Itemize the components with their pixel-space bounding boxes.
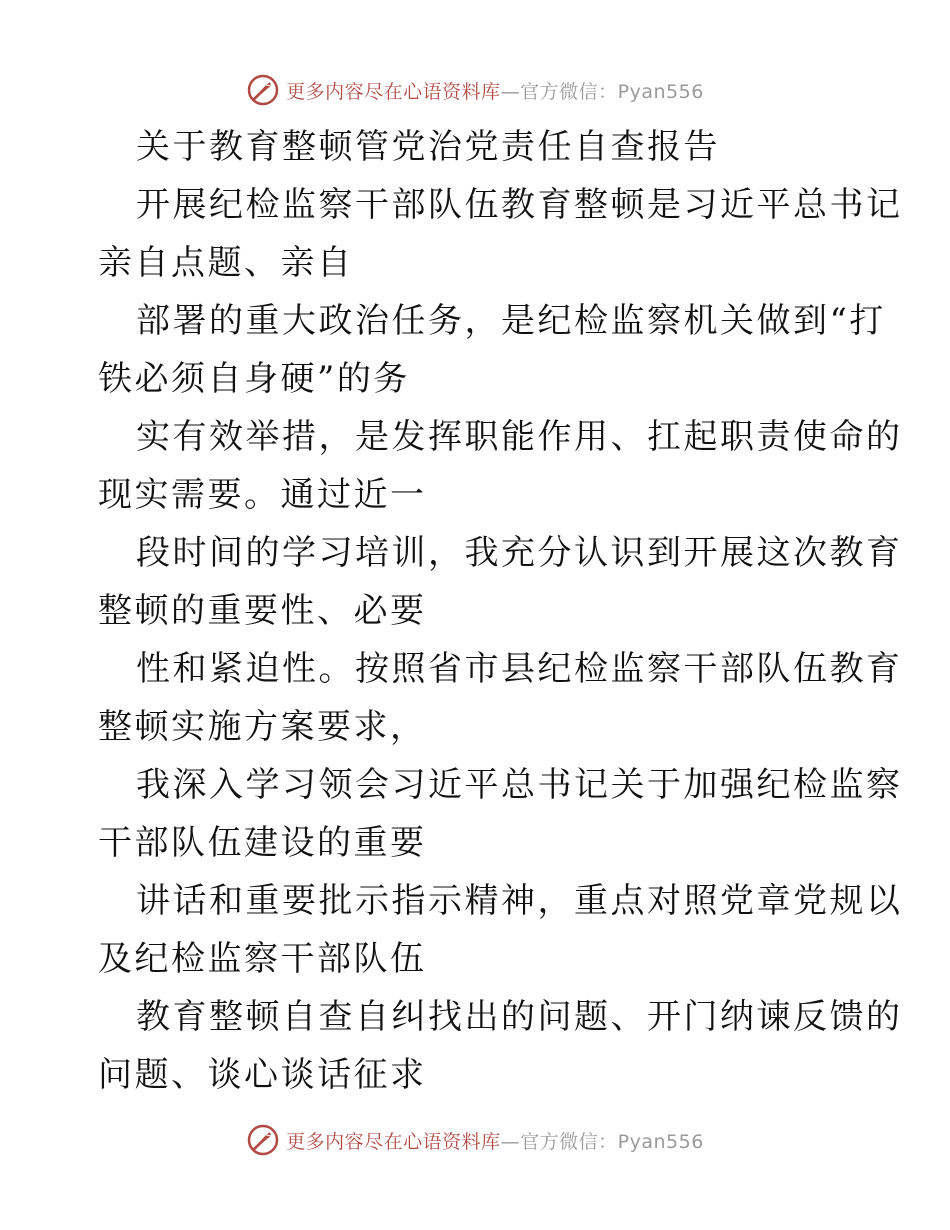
watermark-header bbox=[0, 70, 950, 110]
text-line: 整顿的重要性、必要 bbox=[98, 591, 427, 631]
text-line: 铁必须自身硬”的务 bbox=[98, 359, 410, 399]
text-line: 讲话和重要批示指示精神，重点对照党章党规以 bbox=[136, 881, 903, 921]
text-line: 性和紧迫性。按照省市县纪检监察干部队伍教育 bbox=[136, 649, 903, 689]
watermark-contact: —官方微信：Pyan556 bbox=[500, 1130, 704, 1153]
watermark-contact: —官方微信：Pyan556 bbox=[500, 80, 704, 103]
text-line: 开展纪检监察干部队伍教育整顿是习近平总书记 bbox=[136, 185, 903, 225]
text-line: 实有效举措，是发挥职能作用、扛起职责使命的 bbox=[136, 417, 903, 457]
watermark-text bbox=[286, 1127, 704, 1154]
text-line: 现实需要。通过近一 bbox=[98, 475, 427, 515]
text-line: 教育整顿自查自纠找出的问题、开门纳谏反馈的 bbox=[136, 997, 903, 1037]
text-line: 问题、谈心谈话征求 bbox=[98, 1055, 427, 1095]
watermark-text bbox=[286, 77, 704, 104]
watermark-brand: 更多内容尽在心语资料库 bbox=[286, 1130, 501, 1153]
document-title: 关于教育整顿管党治党责任自查报告 bbox=[136, 127, 720, 167]
pen-logo-icon bbox=[246, 1123, 280, 1157]
text-line: 及纪检监察干部队伍 bbox=[98, 939, 427, 979]
text-line: 整顿实施方案要求， bbox=[98, 707, 427, 747]
watermark-footer bbox=[0, 1120, 950, 1160]
text-line: 亲自点题、亲自 bbox=[98, 243, 354, 283]
text-line: 我深入学习领会习近平总书记关于加强纪检监察 bbox=[136, 765, 903, 805]
watermark-brand: 更多内容尽在心语资料库 bbox=[286, 80, 501, 103]
text-line: 段时间的学习培训，我充分认识到开展这次教育 bbox=[136, 533, 903, 573]
document-body bbox=[98, 118, 903, 1104]
text-line: 部署的重大政治任务，是纪检监察机关做到“打 bbox=[136, 301, 886, 341]
pen-logo-icon bbox=[246, 73, 280, 107]
text-line: 干部队伍建设的重要 bbox=[98, 823, 427, 863]
